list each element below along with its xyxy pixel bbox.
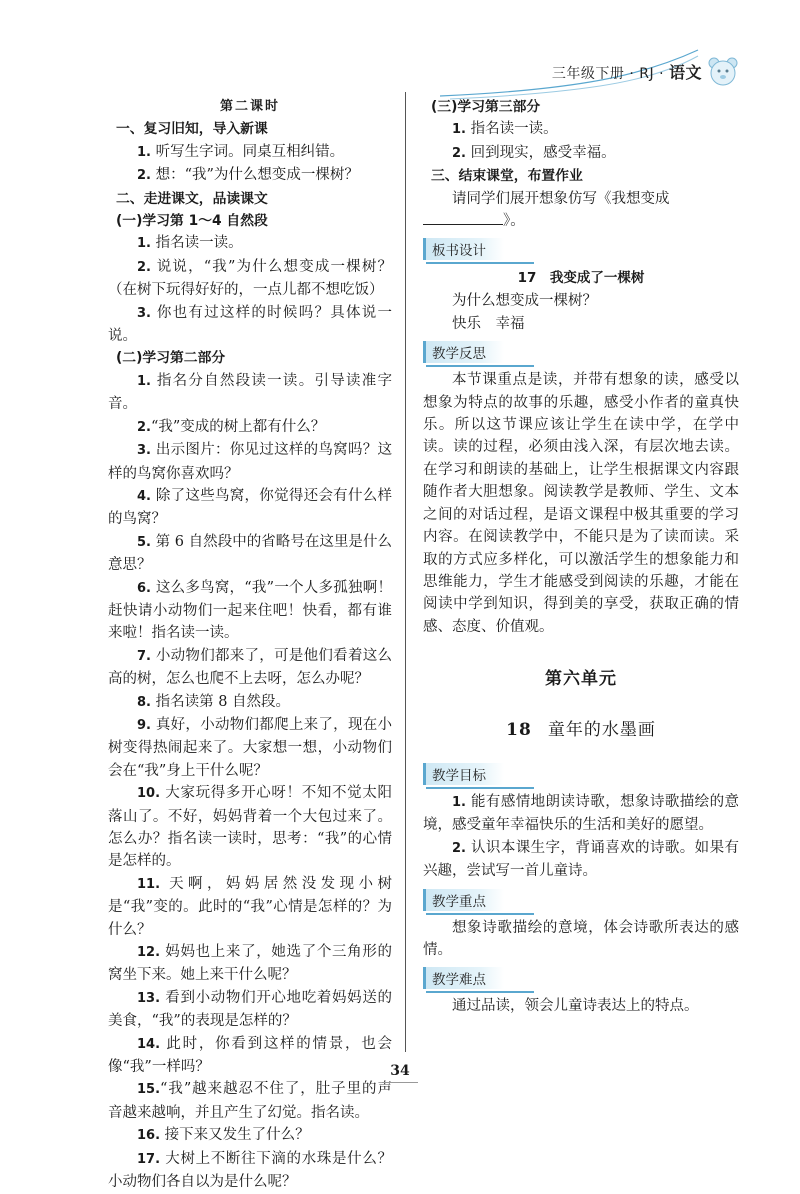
list-item: 16. 接下来又发生了什么？	[137, 1127, 310, 1144]
tag-teaching-reflection: 教学反思	[423, 341, 504, 363]
tag-teaching-focus: 教学重点	[423, 889, 504, 911]
homework-text-cont: 》。	[423, 210, 739, 232]
section-heading: 三、结束课堂，布置作业	[431, 168, 583, 185]
unit-title: 第六单元	[545, 669, 617, 690]
list-item: 1. 听写生字词。同桌互相纠错。	[137, 143, 345, 160]
list-item: 2. 认识本课生字，背诵喜欢的诗歌。如果有兴趣，尝试写一首儿童诗。	[423, 839, 739, 880]
book-title	[552, 60, 702, 83]
list-item: 9. 真好，小动物们都爬上来了，现在小树变得热闹起来了。大家想一想，小动物们会在“我”身上干什么呢？	[108, 716, 392, 779]
fill-blank	[423, 210, 503, 225]
right-column	[423, 96, 739, 1018]
list-item: 13. 看到小动物们开心地吃着妈妈送的美食，“我”的表现是怎样的？	[108, 989, 392, 1030]
board-line: 为什么想变成一棵树？	[452, 293, 597, 310]
list-item: 1. 指名读一读。	[137, 235, 243, 252]
homework-text: 请同学们展开想象仿写《我想变成	[452, 190, 670, 207]
left-column	[108, 96, 392, 1194]
list-item: 6. 这么多鸟窝，“我”一个人多孤独啊！赶快请小动物们一起来住吧！快看，都有谁来啦！指名读一读。	[108, 579, 392, 642]
list-item: 12. 妈妈也上来了，她选了个三角形的窝坐下来。她上来干什么呢？	[108, 944, 392, 984]
list-item: 2. 说说，“我”为什么想变成一棵树？（在树下玩得好好的，一点儿都不想吃饭）	[108, 258, 392, 299]
column-divider	[405, 92, 406, 1052]
list-item: 2. 回到现实，感受幸福。	[452, 144, 616, 161]
page-number: 34	[390, 1063, 410, 1079]
list-item: 1. 能有感情地朗读诗歌，想象诗歌描绘的意境，感受童年幸福快乐的生活和美好的愿望。	[423, 793, 739, 834]
page-number-underline	[382, 1082, 418, 1083]
focus-text: 想象诗歌描绘的意境，体会诗歌所表达的感情。	[423, 919, 739, 958]
subsection-heading: (一)学习第 1～4 自然段	[116, 213, 268, 230]
tag-teaching-goals: 教学目标	[423, 763, 504, 785]
tag-teaching-difficulty: 教学难点	[423, 967, 504, 989]
grade-label: 三年级下册 · RJ ·	[551, 66, 669, 82]
lesson-period-title: 第二课时	[219, 99, 280, 114]
tag-board-design: 板书设计	[423, 238, 504, 260]
difficulty-text: 通过品读，领会儿童诗表达上的特点。	[452, 998, 699, 1015]
lesson-title: 18 童年的水墨画	[506, 719, 656, 740]
reflection-paragraph: 本节课重点是读，并带有想象的读，感受以想象为特点的故事的乐趣，感受小作者的童真快乐。所以这节课应该让学生在读中学，在学中读。读的过程，必须由浅入深，有层次地去读。在学习和朗读的基础上，让学生根据课文内容跟随作者大胆想象。阅读教学是教师、学生、文本之间的对话过程，是语文课程中极其重要的学习内容。在阅读教学中，不能只是为了读而读。采取的方式应多样化，可以激活学生的想象能力和思维能力，学生才能感受到阅读的乐趣，才能在阅读中学到知识，得到美的享受，获取正确的情感、态度、价值观。	[423, 372, 739, 635]
board-line: 快乐 幸福	[452, 315, 525, 332]
list-item: 4. 除了这些鸟窝，你觉得还会有什么样的鸟窝？	[108, 487, 392, 528]
bear-mascot-icon	[706, 54, 740, 88]
section-heading: 二、走进课文，品读课文	[116, 190, 268, 207]
list-item: 1. 指名分自然段读一读。引导读准字音。	[108, 372, 392, 413]
list-item: 3. 你也有过这样的时候吗？具体说一说。	[108, 304, 392, 345]
list-item: 15.“我”越来越忍不住了，肚子里的声音越来越响，并且产生了幻觉。指名读。	[108, 1081, 392, 1121]
section-heading: 一、复习旧知，导入新课	[116, 121, 268, 138]
subsection-heading: (二)学习第二部分	[116, 350, 226, 367]
list-item: 2.“我”变成的树上都有什么？	[137, 418, 326, 435]
list-item: 11. 天啊，妈妈居然没发现小树是“我”变的。此时的“我”心情是怎样的？为什么？	[108, 875, 392, 938]
subsection-heading: (三)学习第三部分	[431, 99, 541, 115]
list-item: 1. 指名读一读。	[452, 121, 558, 138]
list-item: 5. 第 6 自然段中的省略号在这里是什么意思？	[108, 533, 392, 574]
board-title: 17 我变成了一棵树	[517, 270, 645, 287]
list-item: 8. 指名读第 8 自然段。	[137, 693, 291, 710]
list-item: 14. 此时，你看到这样的情景，也会像“我”一样吗？	[108, 1035, 392, 1076]
list-item: 7. 小动物们都来了，可是他们看着这么高的树，怎么也爬不上去呀，怎么办呢？	[108, 647, 392, 688]
list-item: 3. 出示图片：你见过这样的鸟窝吗？这样的鸟窝你喜欢吗？	[108, 442, 392, 482]
page-header	[440, 42, 740, 100]
list-item: 2. 想：“我”为什么想变成一棵树？	[137, 167, 359, 184]
list-item: 10. 大家玩得多开心呀！不知不觉太阳落山了。不好，妈妈背着一个大包过来了。怎么办？指名读一读时，思考：“我”的心情是怎样的。	[108, 785, 392, 870]
subject-label: 语文	[668, 63, 702, 82]
list-item: 17. 大树上不断往下滴的水珠是什么？小动物们各自以为是什么呢？	[108, 1150, 392, 1191]
